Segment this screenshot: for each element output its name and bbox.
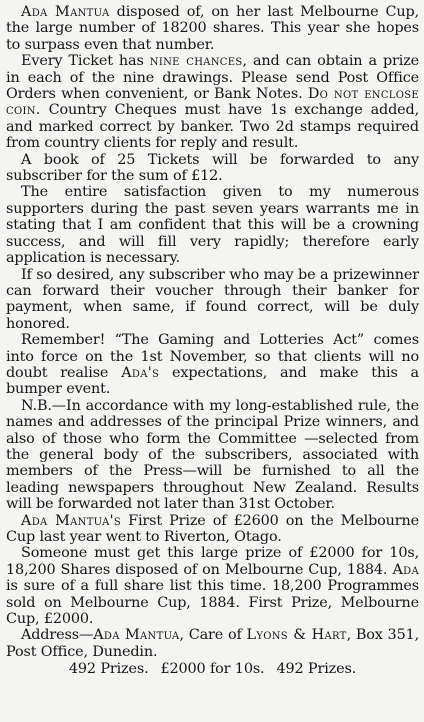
footer-prizes-left: 492 Prizes.	[68, 661, 149, 678]
paragraph-satisfaction	[6, 184, 419, 266]
paragraph-text: First Prize of £2600 on the Melbourne Cup last year went to Riverton, Otago.	[6, 512, 419, 545]
caps-agent: Lyons & Hart	[246, 627, 347, 644]
footer-price: £2000 for 10s.	[160, 661, 265, 678]
paragraph-pre: Remember! “The Gaming and Lotteries Act” comes into force on the 1st November, so that clients will no doubt realise	[6, 332, 419, 381]
paragraph-someone	[6, 545, 419, 627]
paragraph-address	[6, 627, 419, 660]
paragraph-text: A book of 25 Tickets will be forwarded to any subscriber for the sum of £12.	[6, 151, 419, 185]
paragraph-text: is sure of a full share list this time. 18,200 Programmes sold on Melbourne Cup, 1884. First Prize, Melbourne Cup, £2000.	[6, 578, 419, 628]
paragraph-book	[6, 152, 419, 185]
name-lead: Ada Mantua	[21, 4, 110, 20]
paragraph-text: expectations, and make this a bumper event.	[6, 364, 419, 398]
footer-line	[6, 661, 419, 677]
paragraph-pre: Every Ticket has	[21, 53, 150, 70]
paragraph-text: , Care of	[179, 627, 247, 644]
paragraph-ticket-chances	[6, 53, 419, 151]
paragraph-pre: Address—	[21, 627, 94, 644]
paragraph-prizewinner	[6, 267, 419, 333]
caps-phrase: nine chances	[149, 53, 243, 70]
paragraph-first-prize	[6, 513, 419, 546]
caps-name: Ada Mantua	[93, 627, 180, 644]
paragraph-text: If so desired, any subscriber who may be a prizewinner can forward their voucher through their banker for payment, when same, if found correct, will be duly honored.	[6, 266, 419, 332]
paragraph-text-2: Country Cheques must have 1s exchange added, and marked correct by banker. Two 2d stamps required from country clients for reply and result.	[6, 102, 419, 152]
paragraph-text: disposed of, on her last Melbourne Cup, the large number of 18200 shares. This year she hopes to surpass even that number.	[6, 4, 419, 53]
paragraph-nb	[6, 398, 419, 513]
paragraph-remember	[6, 332, 419, 398]
paragraph-text-2: , Box 351, Post Office, Dunedin.	[6, 627, 420, 660]
paragraph-text: The entire satisfaction given to my numerous supporters during the past seven years warrants me in stating that I am confident that this will be a crowning success, and will fill very rapidly; therefore early application is necessary.	[6, 184, 419, 267]
paragraph-text: , and can obtain a prize in each of the nine drawings. Please send Post Office Orders when convenient, or Bank Notes.	[6, 53, 419, 103]
name-lead: Ada Mantua's	[21, 512, 122, 529]
paragraph-pre: Someone must get this large prize of £2000 for 10s, 18,200 Shares disposed of on Melbourne Cup, 1884.	[6, 545, 419, 578]
paragraph-intro	[6, 4, 419, 53]
caps-name: Ada	[392, 561, 419, 578]
caps-notice: Do not enclose coin.	[6, 86, 419, 119]
paragraph-text: N.B.—In accordance with my long-established rule, the names and addresses of the principal Prize winners, and also of those who form the Committee —selected from the general body of the subscribers, associated with members of the Press—will be furnished to all the leading newspapers throughout New Zealand. Results will be forwarded not later than 31st October.	[6, 397, 419, 513]
caps-name: Ada's	[121, 364, 160, 381]
footer-prizes-right: 492 Prizes.	[276, 661, 357, 678]
